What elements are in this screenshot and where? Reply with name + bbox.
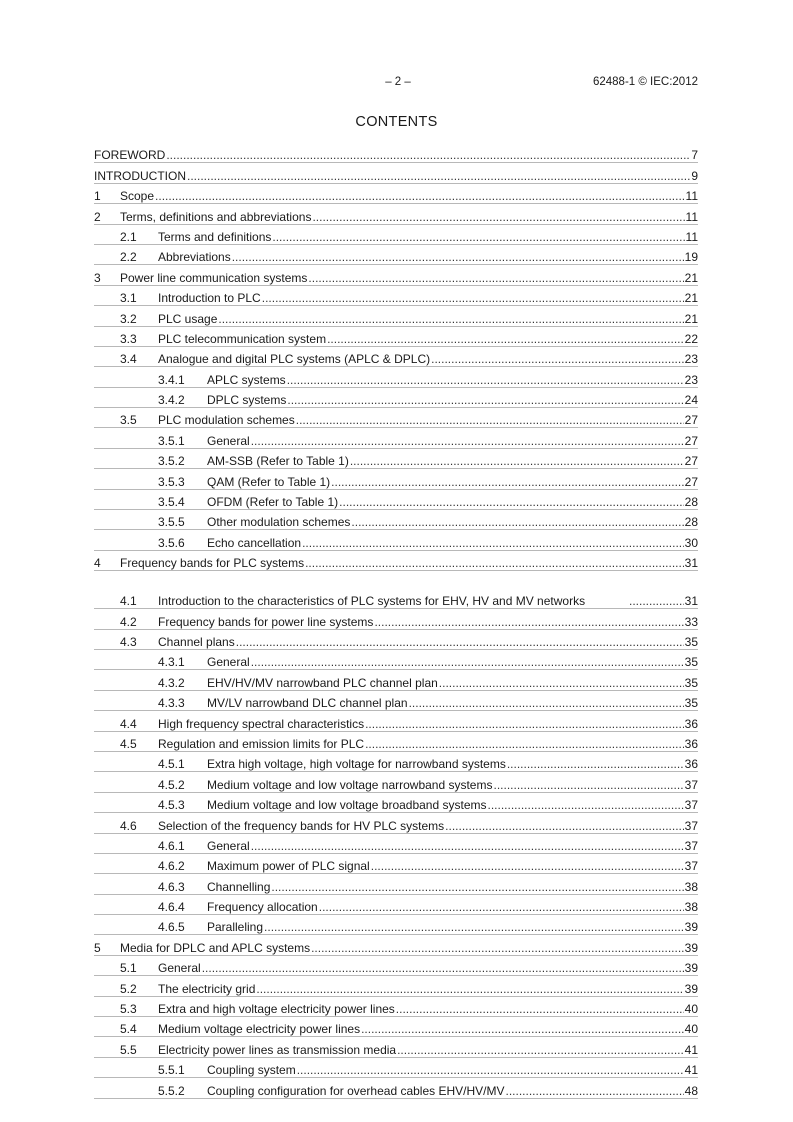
toc-entry[interactable] <box>94 469 698 488</box>
toc-entry-number: 3.2 <box>120 311 137 326</box>
toc-entry-number: 2.2 <box>120 250 137 265</box>
toc-dot-leader <box>361 1022 684 1036</box>
toc-entry[interactable] <box>94 915 698 934</box>
toc-entry-number: 4.3.2 <box>158 675 185 690</box>
toc-entry-number: 3.5.3 <box>158 474 185 489</box>
toc-entry-label-wrap <box>158 594 685 608</box>
toc-entry-title: Maximum power of PLC signal <box>207 859 370 874</box>
toc-entry-number: 4.3.3 <box>158 696 185 711</box>
toc-entry-title: Frequency bands for PLC systems <box>120 556 305 571</box>
toc-entry-number: 3.5.5 <box>158 515 185 530</box>
toc-entry-page: 31 <box>684 594 698 609</box>
toc-entry-label-wrap <box>158 737 685 751</box>
toc-entry-title: Terms and definitions <box>158 229 272 244</box>
toc-entry-title: Electricity power lines as transmission media <box>158 1042 397 1057</box>
toc-entry-title: Introduction to the characteristics of PLC systems for EHV, HV and MV networks <box>158 594 586 609</box>
toc-entry[interactable] <box>94 793 698 812</box>
toc-entry-title: Paralleling <box>207 920 264 935</box>
toc-entry[interactable] <box>94 1017 698 1036</box>
toc-entry-page: 23 <box>684 352 698 367</box>
contents-title: CONTENTS <box>355 114 438 130</box>
toc-entry-page: 33 <box>684 614 698 629</box>
toc-entry[interactable] <box>94 1037 698 1056</box>
toc-entry[interactable] <box>94 956 698 975</box>
toc-entry-label-wrap <box>207 495 685 509</box>
toc-entry[interactable] <box>94 184 698 203</box>
toc-entry-title: The electricity grid <box>158 981 256 996</box>
toc-entry-number: 4.6.2 <box>158 859 185 874</box>
toc-entry-page: 35 <box>684 675 698 690</box>
toc-entry[interactable] <box>94 306 698 325</box>
toc-entry[interactable] <box>94 1078 698 1097</box>
toc-entry-label-wrap <box>94 148 691 162</box>
toc-entry-page: 27 <box>684 474 698 489</box>
toc-entry-title: PLC usage <box>158 311 218 326</box>
toc-entry[interactable] <box>94 449 698 468</box>
toc-entry-number: 3.1 <box>120 291 137 306</box>
toc-entry-label-wrap <box>158 1043 685 1057</box>
toc-dot-leader <box>488 798 684 812</box>
toc-dot-leader <box>365 717 684 731</box>
toc-entry[interactable] <box>94 551 698 570</box>
toc-entry-label-wrap <box>158 1002 685 1016</box>
toc-entry-title: Terms, definitions and abbreviations <box>120 209 312 224</box>
toc-entry-page: 28 <box>684 495 698 510</box>
toc-entry-title: Medium voltage and low voltage broadband systems <box>207 798 487 813</box>
toc-entry-label-wrap <box>207 475 685 489</box>
toc-entry-label-wrap <box>120 941 685 955</box>
toc-entry-label-wrap <box>158 1022 685 1036</box>
toc-entry-title: OFDM (Refer to Table 1) <box>207 495 339 510</box>
toc-entry-number: 3.5 <box>120 413 137 428</box>
toc-entry-page: 39 <box>684 981 698 996</box>
toc-entry-label-wrap <box>158 230 686 244</box>
toc-dot-leader <box>287 393 683 407</box>
toc-entry[interactable] <box>94 143 698 162</box>
table-of-contents <box>94 143 698 1099</box>
toc-entry-label-wrap <box>158 819 685 833</box>
toc-dot-leader <box>629 594 684 608</box>
toc-entry-number: 4.6.3 <box>158 879 185 894</box>
toc-entry-page: 7 <box>691 148 698 163</box>
toc-entry-title: PLC modulation schemes <box>158 413 295 428</box>
toc-entry[interactable] <box>94 813 698 832</box>
toc-dot-leader <box>308 271 683 285</box>
toc-entry-label-wrap <box>207 798 685 812</box>
toc-entry-number: 5 <box>94 940 101 955</box>
toc-entry-title: General <box>207 433 250 448</box>
toc-entry-label-wrap <box>120 556 685 570</box>
toc-entry-title: APLC systems <box>207 372 286 387</box>
toc-entry-number: 4.6.4 <box>158 900 185 915</box>
toc-entry-title: Extra high voltage, high voltage for narrowband systems <box>207 757 506 772</box>
toc-entry[interactable] <box>94 428 698 447</box>
toc-entry[interactable] <box>94 772 698 791</box>
toc-entry-page: 37 <box>684 859 698 874</box>
toc-entry[interactable] <box>94 204 698 223</box>
toc-entry-title: AM-SSB (Refer to Table 1) <box>207 454 349 469</box>
toc-entry-page: 9 <box>691 168 698 183</box>
toc-dot-leader <box>439 676 684 690</box>
toc-entry-label-wrap <box>120 189 686 203</box>
toc-dot-leader <box>350 454 684 468</box>
toc-entry-label-wrap <box>207 920 685 934</box>
toc-entry-label-wrap <box>207 393 685 407</box>
toc-entry-number: 3.5.2 <box>158 454 185 469</box>
toc-entry-title: Other modulation schemes <box>207 515 351 530</box>
toc-dot-leader <box>365 737 684 751</box>
toc-entry[interactable] <box>94 265 698 284</box>
toc-entry-page: 19 <box>684 250 698 265</box>
toc-dot-leader <box>312 210 684 224</box>
toc-entry-label-wrap <box>158 961 685 975</box>
toc-entry-title: Channel plans <box>158 634 235 649</box>
toc-entry-label-wrap <box>207 676 685 690</box>
toc-dot-leader <box>297 1063 684 1077</box>
toc-dot-leader <box>302 536 684 550</box>
toc-entry-label-wrap <box>158 982 685 996</box>
toc-dot-leader <box>493 778 683 792</box>
toc-entry[interactable] <box>94 834 698 853</box>
toc-entry-label-wrap <box>207 454 685 468</box>
toc-entry-number: 4.4 <box>120 716 137 731</box>
toc-entry-page: 40 <box>684 1022 698 1037</box>
toc-dot-leader <box>319 900 684 914</box>
toc-dot-leader <box>251 434 684 448</box>
toc-entry-title: EHV/HV/MV narrowband PLC channel plan <box>207 675 438 690</box>
toc-entry[interactable] <box>94 327 698 346</box>
toc-dot-leader <box>374 615 683 629</box>
toc-entry-title: Medium voltage electricity power lines <box>158 1022 361 1037</box>
toc-entry-title: QAM (Refer to Table 1) <box>207 474 331 489</box>
toc-entry-page: 41 <box>684 1042 698 1057</box>
toc-entry-page: 11 <box>685 209 698 224</box>
toc-entry-page: 37 <box>684 798 698 813</box>
toc-entry-title: Regulation and emission limits for PLC <box>158 736 365 751</box>
page-header <box>94 76 698 92</box>
toc-dot-leader <box>218 312 683 326</box>
toc-entry-label-wrap <box>158 413 685 427</box>
toc-entry-page: 21 <box>684 291 698 306</box>
toc-entry[interactable] <box>94 650 698 669</box>
toc-entry-number: 5.5 <box>120 1042 137 1057</box>
toc-dot-leader <box>166 148 690 162</box>
toc-entry-page: 21 <box>684 270 698 285</box>
toc-entry-title: Channelling <box>207 879 271 894</box>
toc-entry-number: 5.1 <box>120 961 137 976</box>
toc-entry-page: 11 <box>685 189 698 204</box>
toc-dot-leader <box>232 250 684 264</box>
toc-dot-leader <box>264 920 684 934</box>
toc-entry-page: 31 <box>684 556 698 571</box>
toc-entry-title: Power line communication systems <box>120 270 308 285</box>
toc-entry-title: High frequency spectral characteristics <box>158 716 365 731</box>
toc-entry-number: 5.3 <box>120 1002 137 1017</box>
toc-dot-leader <box>262 291 684 305</box>
toc-entry-number: 4.6 <box>120 818 137 833</box>
toc-entry-label-wrap <box>207 696 685 710</box>
toc-entry-label-wrap <box>158 332 685 346</box>
toc-entry-number: 2.1 <box>120 229 137 244</box>
toc-entry[interactable] <box>94 571 698 608</box>
toc-entry-number: 4.2 <box>120 614 137 629</box>
toc-entry-page: 37 <box>684 818 698 833</box>
toc-entry-page: 35 <box>684 634 698 649</box>
toc-entry-page: 21 <box>684 311 698 326</box>
toc-entry[interactable] <box>94 976 698 995</box>
toc-entry-label-wrap <box>158 615 685 629</box>
toc-entry-label-wrap <box>158 250 685 264</box>
toc-entry-number: 2 <box>94 209 101 224</box>
toc-entry-page: 24 <box>684 393 698 408</box>
toc-entry[interactable] <box>94 490 698 509</box>
toc-dot-leader <box>396 1002 684 1016</box>
toc-entry-number: 3.5.1 <box>158 433 185 448</box>
toc-entry-title: General <box>158 961 201 976</box>
toc-entry[interactable] <box>94 408 698 427</box>
toc-entry-title: Scope <box>120 189 155 204</box>
toc-entry-label-wrap <box>207 900 685 914</box>
toc-entry[interactable] <box>94 245 698 264</box>
toc-entry-number: 5.5.2 <box>158 1083 185 1098</box>
toc-dot-leader <box>445 819 683 833</box>
toc-entry[interactable] <box>94 286 698 305</box>
toc-dot-leader <box>507 757 684 771</box>
toc-entry-title: Introduction to PLC <box>158 291 261 306</box>
toc-divider <box>94 1098 698 1099</box>
toc-entry-page: 27 <box>684 433 698 448</box>
toc-entry-number: 4.1 <box>120 594 137 609</box>
toc-dot-leader <box>236 635 684 649</box>
toc-dot-leader <box>371 859 684 873</box>
toc-entry-title: Coupling system <box>207 1063 296 1078</box>
toc-entry-label-wrap <box>158 717 685 731</box>
toc-entry-page: 27 <box>684 413 698 428</box>
toc-entry[interactable] <box>94 530 698 549</box>
toc-dot-leader <box>397 1043 684 1057</box>
toc-dot-leader <box>187 169 690 183</box>
toc-entry-number: 3.5.6 <box>158 535 185 550</box>
toc-dot-leader <box>256 982 683 996</box>
toc-entry-label-wrap <box>120 210 686 224</box>
toc-entry-label-wrap <box>207 757 685 771</box>
toc-entry[interactable] <box>94 935 698 954</box>
toc-entry[interactable] <box>94 630 698 649</box>
toc-entry-title: DPLC systems <box>207 393 287 408</box>
toc-entry-page: 41 <box>684 1063 698 1078</box>
toc-entry[interactable] <box>94 510 698 529</box>
toc-entry[interactable] <box>94 347 698 366</box>
toc-entry-page: 48 <box>684 1083 698 1098</box>
toc-dot-leader <box>271 880 683 894</box>
toc-entry-title: General <box>207 838 250 853</box>
toc-dot-leader <box>339 495 683 509</box>
toc-entry[interactable] <box>94 732 698 751</box>
toc-entry-number: 3.3 <box>120 331 137 346</box>
toc-dot-leader <box>305 556 684 570</box>
toc-entry-number: 5.5.1 <box>158 1063 185 1078</box>
toc-entry-title: Echo cancellation <box>207 535 302 550</box>
toc-entry-title: FOREWORD <box>94 148 166 163</box>
toc-dot-leader <box>327 332 684 346</box>
toc-dot-leader <box>351 515 683 529</box>
toc-dot-leader <box>331 475 683 489</box>
toc-entry-number: 4.5.2 <box>158 777 185 792</box>
toc-entry-number: 3.4.2 <box>158 393 185 408</box>
toc-dot-leader <box>287 373 684 387</box>
toc-entry-page: 38 <box>684 879 698 894</box>
toc-entry[interactable] <box>94 163 698 182</box>
toc-entry-title: PLC telecommunication system <box>158 331 327 346</box>
toc-dot-leader <box>311 941 684 955</box>
toc-entry-title: Abbreviations <box>158 250 231 265</box>
toc-entry-label-wrap <box>158 291 685 305</box>
toc-entry-label-wrap <box>158 635 685 649</box>
toc-entry-label-wrap <box>207 434 685 448</box>
toc-dot-leader <box>296 413 684 427</box>
toc-entry[interactable] <box>94 367 698 386</box>
toc-entry-label-wrap <box>207 1084 685 1098</box>
toc-entry-number: 4.5.3 <box>158 798 185 813</box>
toc-entry-title: MV/LV narrowband DLC channel plan <box>207 696 408 711</box>
toc-entry-page: 36 <box>684 736 698 751</box>
toc-entry-page: 38 <box>684 900 698 915</box>
toc-entry[interactable] <box>94 895 698 914</box>
toc-entry-title: Selection of the frequency bands for HV PLC systems <box>158 818 445 833</box>
toc-entry-title: Frequency allocation <box>207 900 318 915</box>
toc-entry-number: 5.4 <box>120 1022 137 1037</box>
toc-entry-page: 37 <box>684 838 698 853</box>
toc-entry-number: 4.6.5 <box>158 920 185 935</box>
toc-entry-label-wrap <box>207 536 685 550</box>
toc-entry-page: 39 <box>684 940 698 955</box>
toc-entry-number: 3.4.1 <box>158 372 185 387</box>
toc-entry-label-wrap <box>120 271 685 285</box>
toc-entry[interactable] <box>94 997 698 1016</box>
toc-entry[interactable] <box>94 691 698 710</box>
toc-dot-leader <box>506 1084 684 1098</box>
toc-entry-number: 1 <box>94 189 101 204</box>
toc-entry-page: 39 <box>684 961 698 976</box>
toc-entry-title: INTRODUCTION <box>94 168 186 183</box>
toc-dot-leader <box>202 961 684 975</box>
toc-entry-number: 4.3.1 <box>158 655 185 670</box>
toc-entry-number: 5.2 <box>120 981 137 996</box>
toc-entry-page: 23 <box>684 372 698 387</box>
toc-dot-leader <box>251 839 684 853</box>
toc-entry[interactable] <box>94 609 698 628</box>
toc-entry-number: 4.6.1 <box>158 838 185 853</box>
toc-entry-label-wrap <box>207 655 685 669</box>
toc-entry-title: Coupling configuration for overhead cables EHV/HV/MV <box>207 1083 505 1098</box>
toc-entry-number: 3 <box>94 270 101 285</box>
toc-entry-title: Media for DPLC and APLC systems <box>120 940 311 955</box>
toc-entry-number: 3.5.4 <box>158 495 185 510</box>
toc-entry[interactable] <box>94 670 698 689</box>
toc-entry-label-wrap <box>158 352 685 366</box>
toc-entry[interactable] <box>94 874 698 893</box>
toc-entry[interactable] <box>94 752 698 771</box>
toc-entry[interactable] <box>94 711 698 730</box>
toc-dot-leader <box>272 230 684 244</box>
page-number: – 2 – <box>385 76 411 88</box>
toc-entry-page: 40 <box>684 1002 698 1017</box>
document-reference: 62488-1 © IEC:2012 <box>592 76 698 88</box>
toc-entry-number: 4.5 <box>120 736 137 751</box>
toc-entry-page: 22 <box>684 331 698 346</box>
toc-entry-label-wrap <box>207 880 685 894</box>
toc-dot-leader <box>409 696 684 710</box>
toc-dot-leader <box>431 352 684 366</box>
toc-entry-number: 4.5.1 <box>158 757 185 772</box>
toc-entry-page: 30 <box>684 535 698 550</box>
toc-entry-page: 35 <box>684 696 698 711</box>
toc-entry-label-wrap <box>207 778 685 792</box>
toc-entry-number: 4.3 <box>120 634 137 649</box>
toc-entry[interactable] <box>94 1058 698 1077</box>
toc-entry-label-wrap <box>207 839 685 853</box>
toc-entry-page: 39 <box>684 920 698 935</box>
toc-dot-leader <box>155 189 685 203</box>
toc-entry[interactable] <box>94 225 698 244</box>
toc-entry-page: 11 <box>685 229 698 244</box>
toc-entry-page: 27 <box>684 454 698 469</box>
toc-entry-title: General <box>207 655 250 670</box>
toc-entry-label-wrap <box>94 169 691 183</box>
toc-entry-label-wrap <box>158 312 685 326</box>
toc-entry-page: 36 <box>684 716 698 731</box>
toc-entry-title: Extra and high voltage electricity power lines <box>158 1002 395 1017</box>
toc-entry-page: 36 <box>684 757 698 772</box>
toc-entry-label-wrap <box>207 1063 685 1077</box>
toc-entry-page: 37 <box>684 777 698 792</box>
toc-entry-title: Medium voltage and low voltage narrowband systems <box>207 777 493 792</box>
toc-entry-title: Frequency bands for power line systems <box>158 614 374 629</box>
toc-entry-page: 35 <box>684 655 698 670</box>
toc-dot-leader <box>251 655 684 669</box>
toc-entry-page: 28 <box>684 515 698 530</box>
toc-entry-label-wrap <box>207 373 685 387</box>
toc-entry-title: Analogue and digital PLC systems (APLC & DPLC) <box>158 352 431 367</box>
toc-entry[interactable] <box>94 388 698 407</box>
toc-entry-label-wrap <box>207 859 685 873</box>
toc-entry-number: 3.4 <box>120 352 137 367</box>
toc-entry-label-wrap <box>207 515 685 529</box>
toc-entry[interactable] <box>94 854 698 873</box>
toc-entry-number: 4 <box>94 556 101 571</box>
